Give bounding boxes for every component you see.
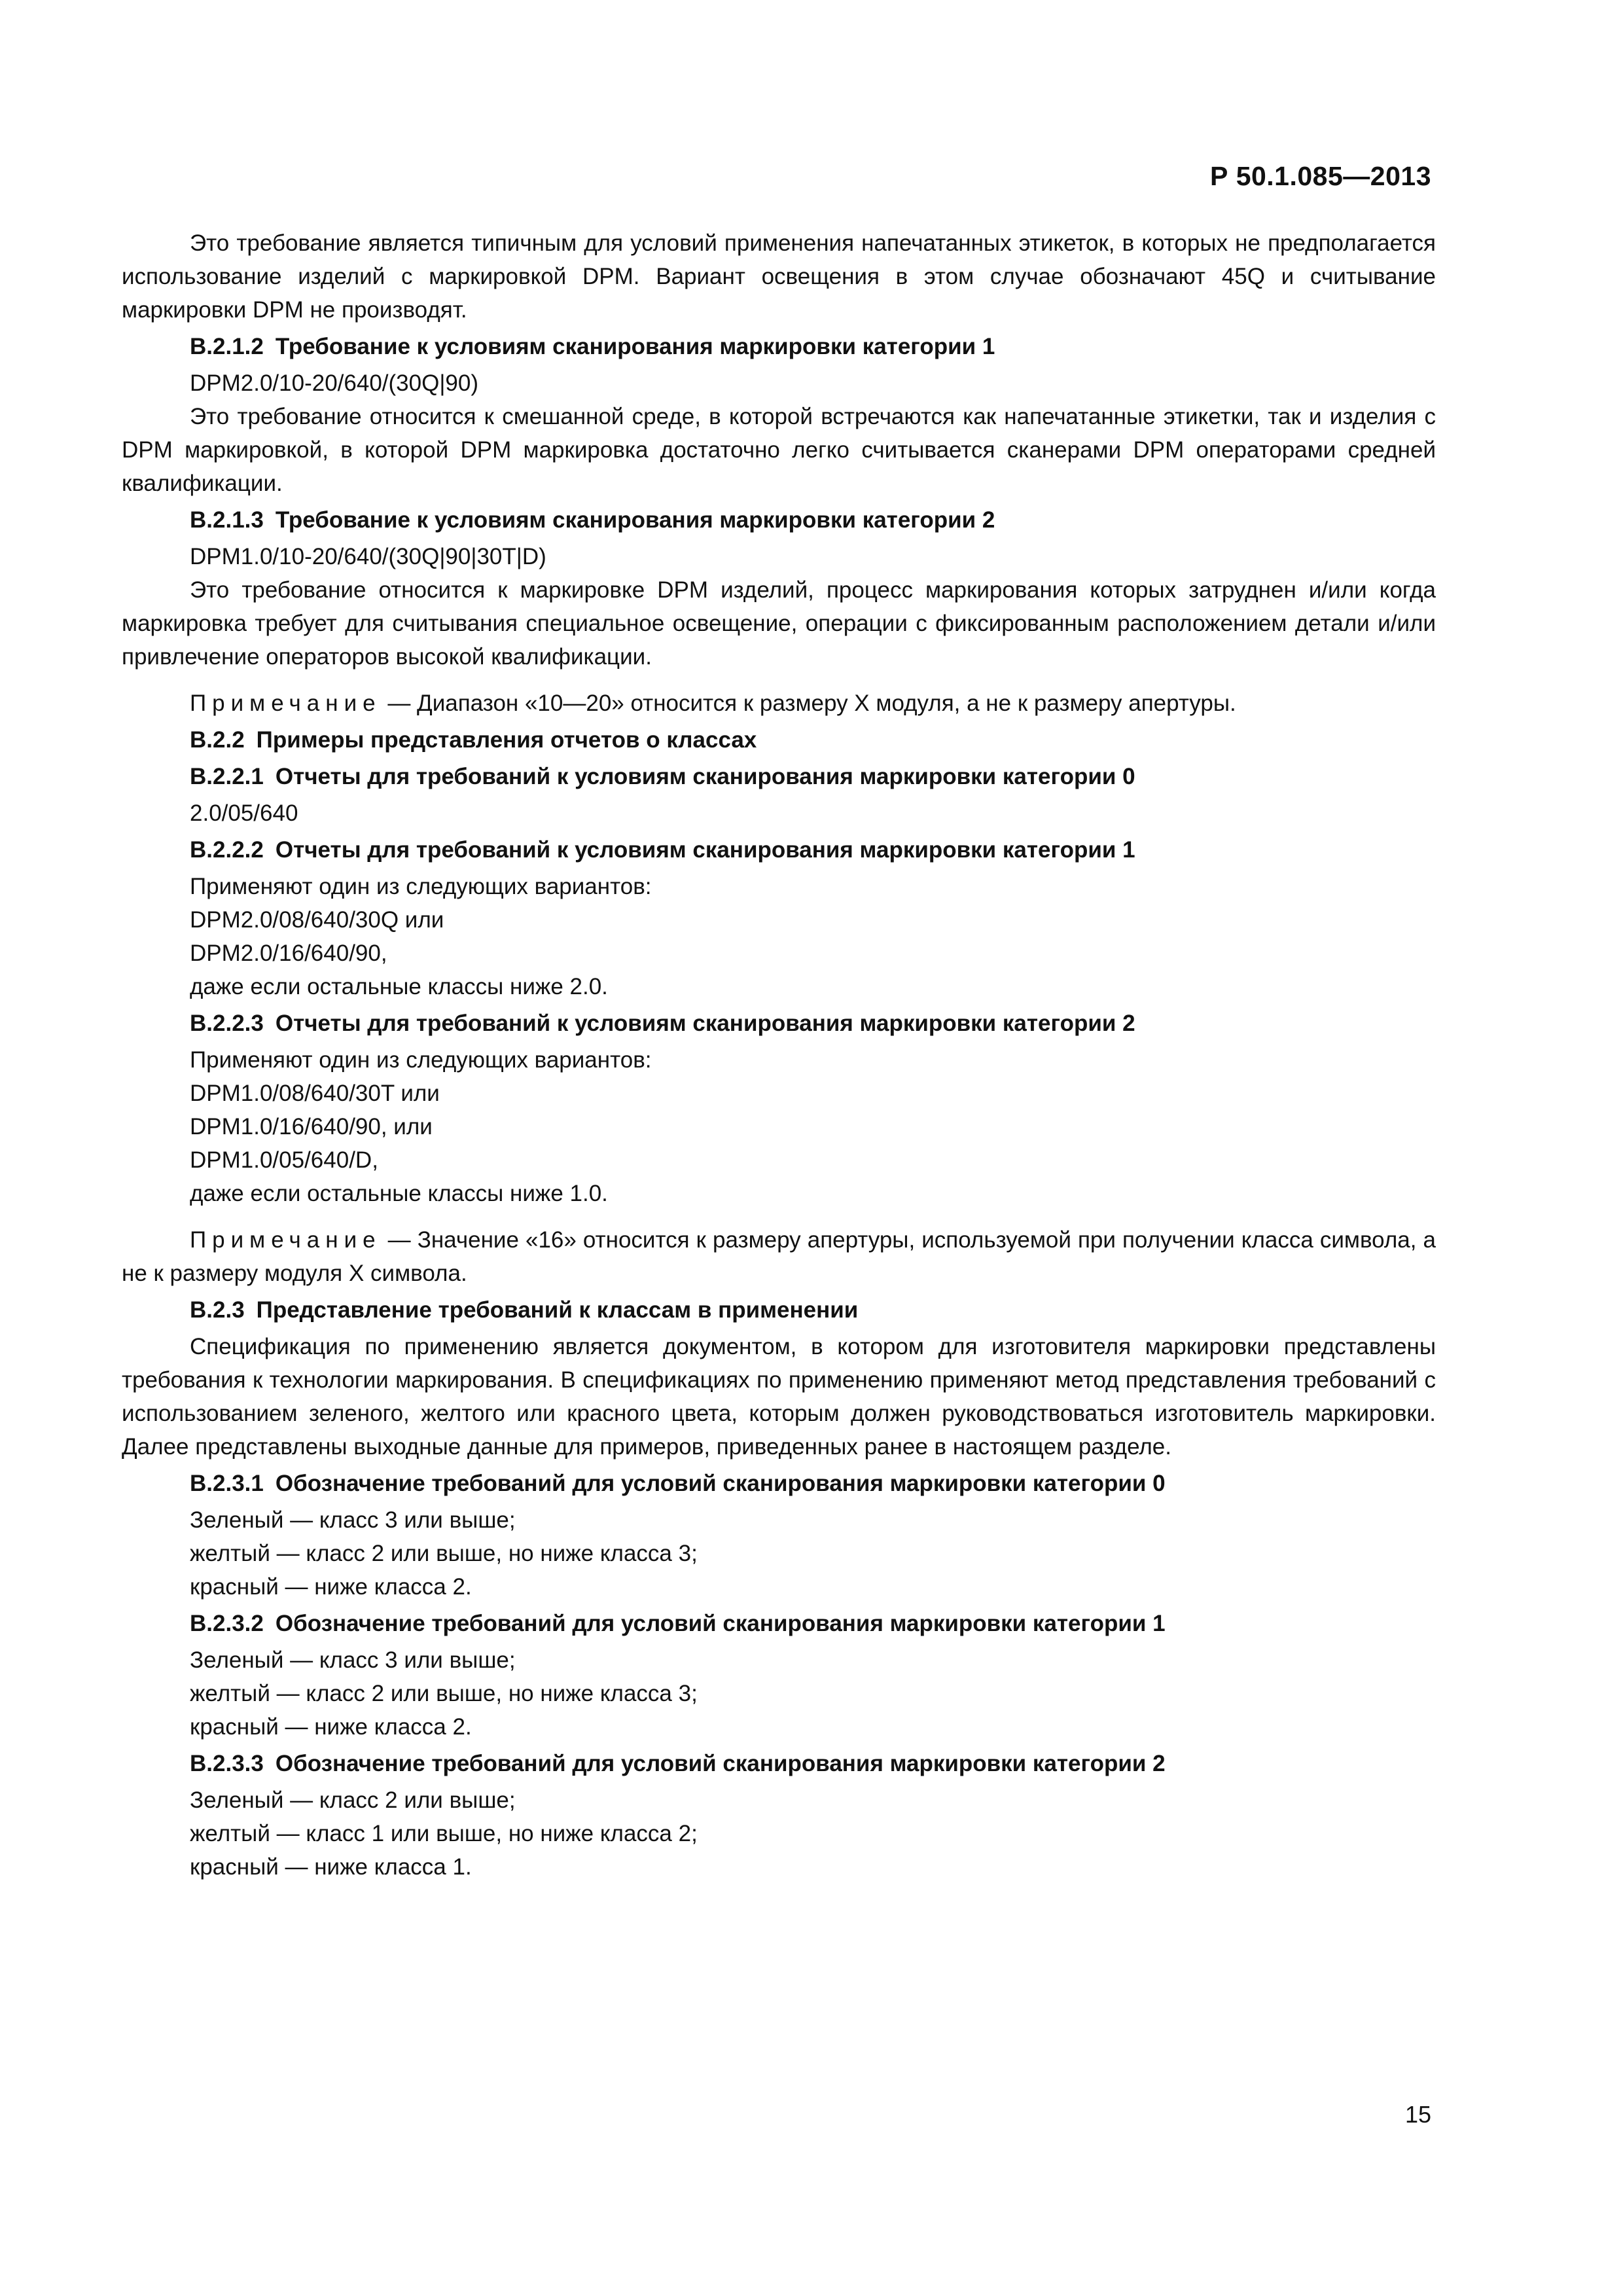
section-title: Отчеты для требований к условиям сканирования маркировки категории 1 <box>275 837 1135 863</box>
section-number: В.2.2 <box>190 727 245 753</box>
list-line: Зеленый — класс 3 или выше; <box>190 1647 516 1673</box>
code-line: 2.0/05/640 <box>190 800 298 826</box>
section-title: Обозначение требований для условий сканирования маркировки категории 2 <box>275 1751 1166 1776</box>
list-line: DPM1.0/08/640/30T или <box>190 1081 440 1106</box>
section-heading <box>122 1607 1436 1640</box>
section-title: Примеры представления отчетов о классах <box>256 727 757 753</box>
note-label: Примечание <box>190 691 382 716</box>
section-title: Обозначение требований для условий сканирования маркировки категории 0 <box>275 1471 1166 1496</box>
section-title: Отчеты для требований к условиям сканирования маркировки категории 2 <box>275 1011 1135 1036</box>
section-title: Требование к условиям сканирования маркировки категории 2 <box>275 507 995 533</box>
section-heading <box>122 1747 1436 1780</box>
section-number: В.2.1.2 <box>190 334 264 359</box>
note-label: Примечание <box>190 1227 382 1253</box>
list-line: DPM1.0/16/640/90, или <box>190 1114 433 1139</box>
note-text: — Значение «16» относится к размеру апертуры, используемой при получении класса символа, а не к размеру модуля X символа. <box>122 1227 1436 1286</box>
list-line: красный — ниже класса 2. <box>190 1574 472 1600</box>
list-line: желтый — класс 2 или выше, но ниже класса 3; <box>190 1541 698 1566</box>
paragraph: Спецификация по применению является документом, в котором для изготовителя маркировки представлены требования к технологии маркирования. В спецификациях по применению применяют метод представления требований с использованием зеленого, желтого или красного цвета, которым должен руководствоваться изготовитель маркировки. Далее представлены выходные данные для примеров, приведенных ранее в настоящем разделе. <box>122 1334 1436 1460</box>
section-number: В.2.2.1 <box>190 764 264 789</box>
section-heading <box>122 723 1436 757</box>
code-line: DPM1.0/10-20/640/(30Q|90|30T|D) <box>190 544 546 569</box>
list-line: желтый — класс 2 или выше, но ниже класса 3; <box>190 1681 698 1706</box>
code-line: DPM2.0/10-20/640/(30Q|90) <box>190 370 479 396</box>
list-line: даже если остальные классы ниже 1.0. <box>190 1181 608 1206</box>
list-line: DPM2.0/16/640/90, <box>190 941 387 966</box>
list-line: даже если остальные классы ниже 2.0. <box>190 974 608 999</box>
document-body <box>122 226 1436 1884</box>
list-line: DPM1.0/05/640/D, <box>190 1147 378 1173</box>
section-heading <box>122 330 1436 363</box>
paragraph: Это требование является типичным для условий применения напечатанных этикеток, в которых не предполагается использование изделий с маркировкой DPM. Вариант освещения в этом случае обозначают 45Q и считывание маркировки DPM не производят. <box>122 230 1436 323</box>
list-line: Зеленый — класс 3 или выше; <box>190 1507 516 1533</box>
section-number: В.2.3 <box>190 1297 245 1323</box>
section-number: В.2.1.3 <box>190 507 264 533</box>
section-number: В.2.2.3 <box>190 1011 264 1036</box>
note-text: — Диапазон «10—20» относится к размеру X модуля, а не к размеру апертуры. <box>381 691 1236 716</box>
section-title: Отчеты для требований к условиям сканирования маркировки категории 0 <box>275 764 1135 789</box>
list-line: Применяют один из следующих вариантов: <box>190 1047 652 1073</box>
list-line: желтый — класс 1 или выше, но ниже класса 2; <box>190 1821 698 1846</box>
section-number: В.2.3.1 <box>190 1471 264 1496</box>
section-number: В.2.2.2 <box>190 837 264 863</box>
section-heading <box>122 1467 1436 1500</box>
list-line: Применяют один из следующих вариантов: <box>190 874 652 899</box>
section-heading <box>122 503 1436 537</box>
paragraph: Это требование относится к смешанной среде, в которой встречаются как напечатанные этикетки, так и изделия с DPM маркировкой, в которой DPM маркировка достаточно легко считывается сканерами DPM операторами средней квалификации. <box>122 404 1436 496</box>
note <box>122 687 1436 720</box>
list-line: красный — ниже класса 1. <box>190 1854 472 1880</box>
page-number: 15 <box>1404 2101 1431 2128</box>
document-code: Р 50.1.085—2013 <box>1209 161 1431 191</box>
paragraph: Это требование относится к маркировке DPM изделий, процесс маркирования которых затруднен и/или когда маркировка требует для считывания специальное освещение, операции с фиксированным расположением детали и/или привлечение операторов высокой квалификации. <box>122 577 1436 670</box>
section-title: Обозначение требований для условий сканирования маркировки категории 1 <box>275 1611 1166 1636</box>
note <box>122 1223 1436 1290</box>
section-heading <box>122 833 1436 867</box>
list-line: DPM2.0/08/640/30Q или <box>190 907 444 933</box>
section-heading <box>122 760 1436 793</box>
section-heading <box>122 1007 1436 1040</box>
section-title: Представление требований к классам в применении <box>256 1297 859 1323</box>
list-line: красный — ниже класса 2. <box>190 1714 472 1740</box>
section-number: В.2.3.2 <box>190 1611 264 1636</box>
section-title: Требование к условиям сканирования маркировки категории 1 <box>275 334 995 359</box>
section-heading <box>122 1293 1436 1327</box>
list-line: Зеленый — класс 2 или выше; <box>190 1787 516 1813</box>
section-number: В.2.3.3 <box>190 1751 264 1776</box>
